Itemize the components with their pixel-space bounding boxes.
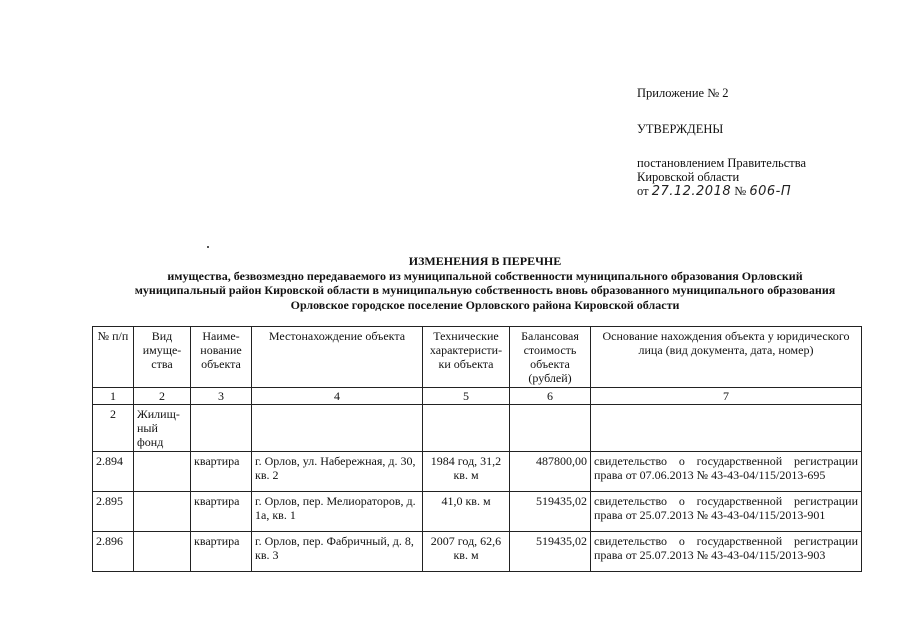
empty-cell <box>252 405 423 452</box>
table-row <box>93 532 862 572</box>
row-name: квартира <box>191 492 252 532</box>
header-cell: Наиме-нование объекта <box>191 327 252 388</box>
approved-label: УТВЕРЖДЕНЫ <box>637 122 724 136</box>
column-number: 7 <box>591 388 862 405</box>
handwritten-number: 606-П <box>749 184 792 199</box>
number-prefix: № <box>731 184 750 198</box>
row-specs: 41,0 кв. м <box>423 492 510 532</box>
row-name: квартира <box>191 532 252 572</box>
row-number: 2.894 <box>93 452 134 492</box>
document-heading <box>100 254 870 312</box>
empty-cell <box>191 405 252 452</box>
row-cost: 519435,02 <box>510 532 591 572</box>
header-row <box>93 327 862 388</box>
column-number: 3 <box>191 388 252 405</box>
scan-speck <box>207 246 209 248</box>
row-specs: 2007 год, 62,6 кв. м <box>423 532 510 572</box>
column-number: 5 <box>423 388 510 405</box>
header-cell: Местонахождение объекта <box>252 327 423 388</box>
heading-line-2: муниципальный район Кировской области в муниципальную собственность вновь образованного муниципального образования <box>134 283 836 297</box>
empty-cell <box>423 405 510 452</box>
header-cell: Балансовая стоимость объекта (рублей) <box>510 327 591 388</box>
heading-line-3: Орловское городское поселение Орловского района Кировской области <box>290 297 680 312</box>
row-type <box>134 532 191 572</box>
decree-line: постановлением Правительства <box>637 156 807 170</box>
heading-line-1: имущества, безвозмездно передаваемого из муниципальной собственности муниципального образования Орловский <box>167 268 803 283</box>
column-number-row <box>93 388 862 405</box>
header-cell: Вид имуще-ства <box>134 327 191 388</box>
column-number: 4 <box>252 388 423 405</box>
group-row <box>93 405 862 452</box>
approval-block <box>637 86 806 199</box>
date-line <box>637 184 806 199</box>
appendix-number: Приложение № 2 <box>637 86 729 100</box>
property-table <box>92 326 862 572</box>
column-number: 1 <box>93 388 134 405</box>
group-number: 2 <box>93 405 134 452</box>
row-cost: 519435,02 <box>510 492 591 532</box>
table-row <box>93 492 862 532</box>
row-number: 2.896 <box>93 532 134 572</box>
header-cell: Технические характеристи-ки объекта <box>423 327 510 388</box>
empty-cell <box>591 405 862 452</box>
column-number: 2 <box>134 388 191 405</box>
group-type: Жилищ-ный фонд <box>134 405 191 452</box>
empty-cell <box>510 405 591 452</box>
handwritten-date: 27.12.2018 <box>651 184 732 199</box>
heading-title: ИЗМЕНЕНИЯ В ПЕРЕЧНЕ <box>408 254 562 268</box>
header-cell: Основание нахождения объекта у юридического лица (вид документа, дата, номер) <box>591 327 862 388</box>
row-basis: свидетельство о государственной регистрации права от 25.07.2013 № 43-43-04/115/2013-901 <box>591 492 862 532</box>
column-number: 6 <box>510 388 591 405</box>
row-type <box>134 452 191 492</box>
row-type <box>134 492 191 532</box>
row-basis: свидетельство о государственной регистрации права от 07.06.2013 № 43-43-04/115/2013-695 <box>591 452 862 492</box>
row-name: квартира <box>191 452 252 492</box>
date-prefix: от <box>637 184 652 198</box>
table-row <box>93 452 862 492</box>
row-location: г. Орлов, пер. Мелиораторов, д. 1а, кв. 1 <box>252 492 423 532</box>
row-basis: свидетельство о государственной регистрации права от 25.07.2013 № 43-43-04/115/2013-903 <box>591 532 862 572</box>
row-location: г. Орлов, пер. Фабричный, д. 8, кв. 3 <box>252 532 423 572</box>
row-location: г. Орлов, ул. Набережная, д. 30, кв. 2 <box>252 452 423 492</box>
row-specs: 1984 год, 31,2 кв. м <box>423 452 510 492</box>
row-cost: 487800,00 <box>510 452 591 492</box>
region-line: Кировской области <box>637 170 740 184</box>
row-number: 2.895 <box>93 492 134 532</box>
header-cell: № п/п <box>93 327 134 388</box>
